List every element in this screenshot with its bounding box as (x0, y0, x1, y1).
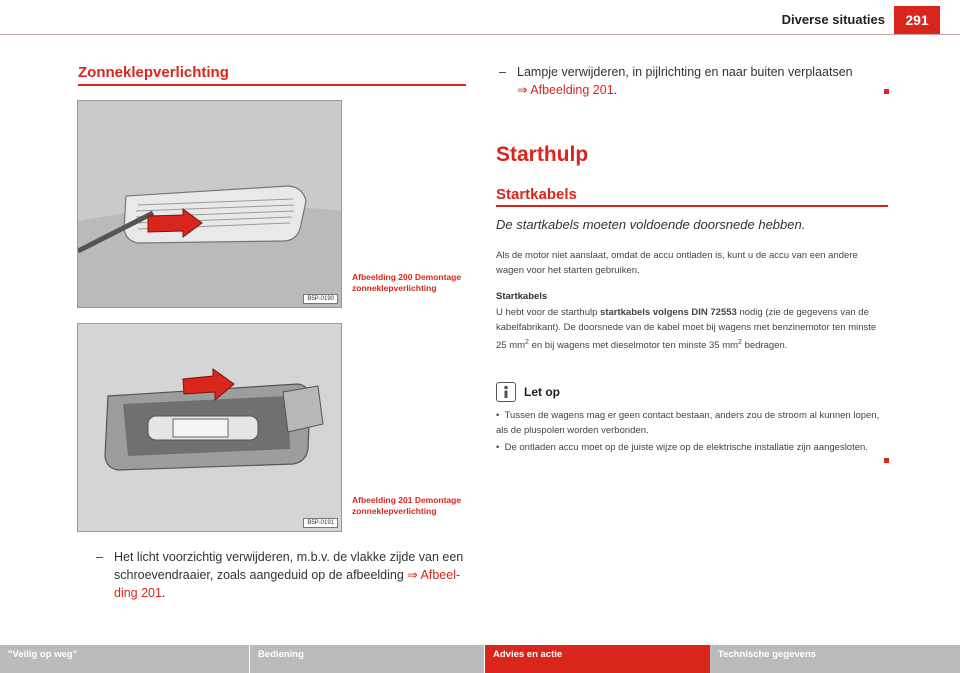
figure-201 (77, 323, 342, 532)
superscript: 2 (525, 339, 529, 346)
section-heading: Zonneklepverlichting (78, 64, 229, 81)
lamp-removal-illustration (78, 324, 341, 531)
bullet-icon: • (496, 410, 505, 421)
figure-link[interactable]: ⇒ Afbeelding 201 (517, 83, 614, 97)
instruction-step (96, 548, 472, 602)
subsection-heading: Startkabels (496, 186, 577, 203)
figure-caption: Afbeelding 201 Demontage zonneklepverlichting (352, 495, 462, 516)
section-header: Diverse situaties (781, 12, 885, 27)
cables-text-a: U hebt voor de starthulp (496, 307, 601, 318)
cables-text-c: en bij wagens met dieselmotor ten minste 35 mm (528, 340, 739, 352)
sun-visor-light-illustration (78, 101, 341, 307)
instruction-step (499, 63, 879, 99)
footer-tab-safety[interactable]: "Veilig op weg" (0, 645, 250, 673)
footer-nav (0, 645, 960, 673)
figure-link[interactable]: ⇒ Afbeelding 201 (114, 568, 461, 600)
note-bullet (496, 408, 888, 438)
info-icon (496, 382, 516, 402)
figure-code: B5P-0190 (303, 294, 338, 304)
step-end: . (613, 83, 618, 97)
figure-code: B5P-0191 (303, 518, 338, 528)
step-text: Lampje verwijderen, in pijlrichting en naar buiten verplaatsen (517, 65, 853, 79)
subsection-rule (496, 205, 888, 207)
section-end-marker (884, 458, 889, 463)
figure-caption: Afbeelding 200 Demontage zonneklepverlichting (352, 272, 462, 293)
footer-tab-operation[interactable]: Bediening (250, 645, 485, 673)
note-title: Let op (524, 385, 560, 399)
figure-200 (77, 100, 342, 308)
cables-title: Startkabels (496, 291, 548, 302)
header-rule (0, 34, 960, 35)
cables-paragraph (496, 305, 888, 353)
cables-text-d: bedragen. (741, 340, 788, 352)
footer-tab-technical[interactable]: Technische gegevens (710, 645, 960, 673)
bullet-icon: • (496, 442, 505, 453)
bullet-text: De ontladen accu moet op de juiste wijze op de elektrische installatie zijn aangesloten. (504, 442, 868, 453)
step-text: Het licht voorzichtig verwijderen, m.b.v. de vlakke zijde van een schroevendraaier, zoals aangeduid op de afbeelding (114, 550, 464, 582)
step-end: . (161, 586, 166, 600)
cables-text-b: nodig (zie de gegevens van de kabelfabrikant). De doorsnede van de kabel moet bij wagens met benzinemotor ten minste 25 mm (496, 307, 877, 352)
note-header (496, 382, 560, 402)
note-bullet (496, 440, 888, 455)
page-number: 291 (894, 6, 940, 34)
step-dash: – (96, 550, 103, 564)
footer-tab-advice[interactable]: Advies en actie (485, 645, 710, 673)
cables-text-bold: startkabels volgens DIN 72553 (600, 307, 737, 318)
superscript: 2 (738, 339, 742, 346)
section-end-marker (884, 89, 889, 94)
lead-text: De startkabels moeten voldoende doorsnede hebben. (496, 217, 806, 232)
section-rule (78, 84, 466, 86)
bullet-text: Tussen de wagens mag er geen contact bestaan, anders zou de stroom al kunnen lopen, als de pluspolen worden verbonden. (496, 410, 880, 436)
chapter-heading: Starthulp (496, 143, 589, 166)
intro-paragraph: Als de motor niet aanslaat, omdat de accu ontladen is, kunt u de accu van een andere wagen voor het starten gebruiken. (496, 250, 858, 276)
step-dash: – (499, 65, 506, 79)
